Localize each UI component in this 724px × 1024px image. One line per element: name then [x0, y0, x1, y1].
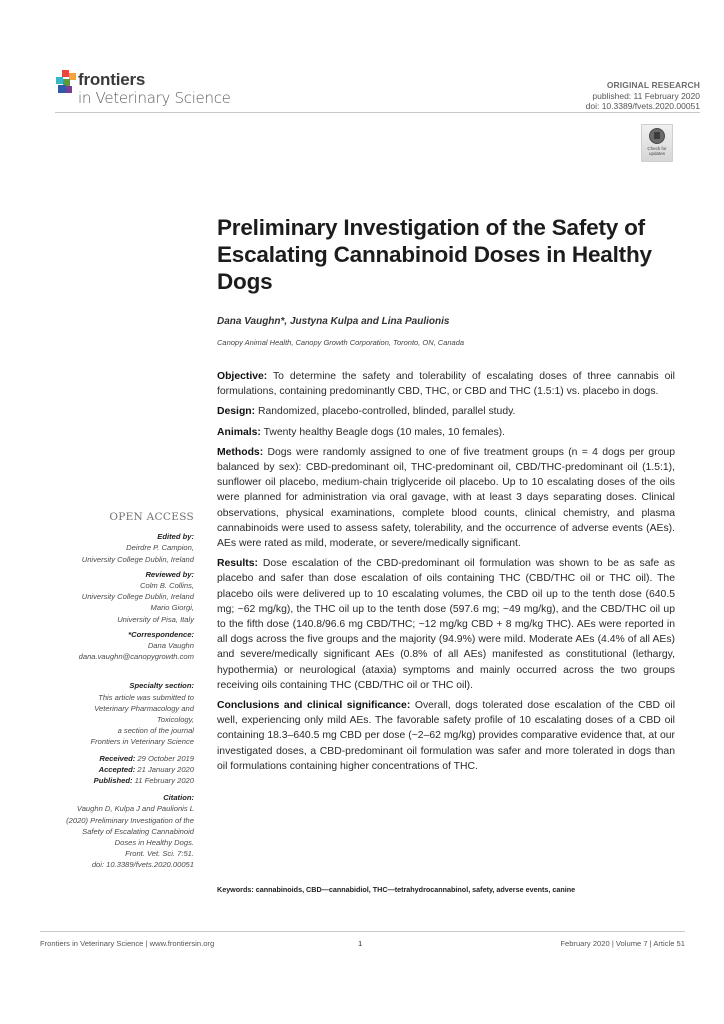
citation-line: Front. Vet. Sci. 7:51. [125, 849, 194, 859]
specialty-line: a section of the journal [117, 726, 194, 736]
keywords: Keywords: cannabinoids, CBD—cannabidiol, THC—tetrahydrocannabinol, safety, adverse events, canine [217, 885, 576, 894]
footer-journal-link[interactable]: Frontiers in Veterinary Science | www.frontiersin.org [40, 939, 215, 948]
published-value: 11 February 2020 [132, 776, 194, 786]
accepted-value: 21 January 2020 [135, 764, 194, 774]
check-for-updates-icon [649, 128, 665, 144]
abstract-text: Randomized, placebo-controlled, blinded, parallel study. [255, 406, 516, 418]
citation-line: Doses in Healthy Dogs. [114, 838, 194, 848]
abstract-heading: Methods: [217, 446, 264, 458]
specialty-line: Toxicology, [156, 715, 194, 725]
editor-affiliation: University College Dublin, Ireland [81, 554, 194, 564]
article-type: ORIGINAL RESEARCH [606, 80, 700, 90]
published-date-sidebar [40, 775, 194, 786]
abstract-design [217, 404, 675, 419]
received-label: Received: [99, 753, 136, 763]
abstract-heading: Design: [217, 406, 256, 418]
abstract-objective [217, 369, 675, 399]
author-affiliation: Canopy Animal Health, Canopy Growth Corporation, Toronto, ON, Canada [217, 338, 465, 347]
article-meta [586, 80, 700, 112]
citation-line: Vaughn D, Kulpa J and Paulionis L [76, 804, 194, 814]
header-divider [55, 112, 700, 113]
citation-doi[interactable]: doi: 10.3389/fvets.2020.00051 [91, 860, 194, 870]
specialty-heading: Specialty section: [129, 681, 194, 691]
abstract-methods [217, 445, 675, 551]
specialty-line: This article was submitted to [98, 692, 194, 702]
journal-name: in Veterinary Science [78, 89, 231, 107]
abstract-text: Twenty healthy Beagle dogs (10 males, 10 females). [260, 426, 506, 438]
abstract-results [217, 556, 675, 693]
journal-header [55, 68, 700, 111]
published-label: Published: [93, 776, 133, 786]
abstract-text: To determine the safety and tolerability of escalating doses of three cannabis oil formulations, containing predominantly CBD, THC, or CBD and THC (1.5:1) vs. placebo in dogs. [217, 371, 675, 398]
abstract-heading: Objective: [217, 371, 268, 382]
correspondence-heading: *Correspondence: [128, 629, 194, 639]
check-for-updates-button[interactable] [641, 124, 673, 162]
footer-issue-info: February 2020 | Volume 7 | Article 51 [560, 939, 685, 948]
article-sidebar [40, 512, 194, 871]
published-date: published: 11 February 2020 [592, 90, 700, 101]
abstract-heading: Conclusions and clinical significance: [217, 700, 411, 712]
correspondence-email[interactable]: dana.vaughn@canopygrowth.com [78, 652, 194, 662]
citation-line: Safety of Escalating Cannabinoid [82, 826, 194, 836]
abstract-conclusions [217, 698, 675, 774]
edited-by-heading: Edited by: [157, 532, 194, 542]
citation-heading: Citation: [163, 793, 194, 803]
specialty-line: Frontiers in Veterinary Science [90, 737, 194, 747]
abstract [217, 369, 675, 779]
received-value: 29 October 2019 [135, 753, 194, 763]
specialty-line: Veterinary Pharmacology and [94, 703, 194, 713]
frontiers-logo-icon [55, 70, 77, 96]
citation-line: (2020) Preliminary Investigation of the [66, 815, 194, 825]
abstract-text: Dose escalation of the CBD-predominant oil formulation was shown to be as safe as placebo and safer than dose escalation of oils containing THC (CBD/THC oil or THC oil). The placebo oils were delivered up to 10 escalating volumes, the CBD oil up to the tenth dose (640.5 mg; ~62 mg/kg), the THC oil up to the tenth dose (597.6 mg; ~49 mg/kg), and the CBD/THC oil up to the fifth dose (140.8/96.6 mg CBD/THC; ~12 mg/kg CBD + 8 mg/kg THC). AEs were reported in all dogs across the five groups and the majority (94.9%) were mild. Moderate AEs (4.4% of all AEs) and severe/medically significant AEs (0.8% of all AEs) manifested as constitutional (lethargy, hypothermia) or neurological (ataxia) symptoms and mainly occurred across the two groups receiving oils containing THC (CBD/THC oil or THC oil). [217, 558, 675, 691]
editor-name: Deirdre P. Campion, [126, 543, 194, 553]
reviewer-name: Colm B. Collins, [139, 581, 194, 591]
correspondence-name: Dana Vaughn [147, 641, 194, 651]
article-title: Preliminary Investigation of the Safety of Escalating Cannabinoid Doses in Healthy Dogs [217, 215, 652, 294]
check-for-updates-label: Check for updates [647, 146, 667, 156]
article-authors: Dana Vaughn*, Justyna Kulpa and Lina Paulionis [217, 316, 450, 327]
received-date [40, 753, 194, 764]
reviewer-affiliation: University College Dublin, Ireland [81, 592, 194, 602]
abstract-text: Overall, dogs tolerated dose escalation of the CBD oil well, experiencing only mild AEs. The favorable safety profile of 10 escalating doses of a CBD oil containing 18.3–640.5 mg CBD per dose (~2–62 mg/kg) provides comparative evidence that, at our investigated doses, a CBD-predominant oil formulation was safer and more tolerated in dogs than oil formulations containing higher concentrations of THC. [217, 700, 675, 772]
reviewer-affiliation: University of Pisa, Italy [117, 614, 194, 624]
open-access-label: OPEN ACCESS [109, 511, 194, 523]
accepted-date [40, 764, 194, 775]
accepted-label: Accepted: [98, 764, 136, 774]
journal-brand: frontiers [78, 70, 146, 89]
reviewed-by-heading: Reviewed by: [145, 569, 194, 579]
footer-divider [40, 931, 685, 932]
abstract-text: Dogs were randomly assigned to one of five treatment groups (n = 4 dogs per group balanced by sex): CBD-predominant oil, THC-predominant oil, CBD/THC-predominant oil (1.5:1), sunflower oil placebo, medium-chain triglyceride oil placebo. Up to 10 escalating doses of the oils were planned for administration via oral gavage, with at least 3 days separating doses. Clinical observations, physical examinations, complete blood counts, clinical chemistry, and plasma cannabinoids were used to assess safety, tolerability, and the occurrence of adverse events (AEs). AEs were rated as mild, moderate, or severe/medically significant. [217, 446, 675, 550]
article-doi[interactable]: doi: 10.3389/fvets.2020.00051 [585, 101, 700, 111]
abstract-heading: Animals: [217, 426, 261, 438]
abstract-heading: Results: [217, 558, 258, 570]
journal-logo[interactable] [55, 68, 255, 108]
page-number: 1 [358, 939, 363, 948]
abstract-animals [217, 425, 675, 440]
reviewer-name: Mario Giorgi, [150, 603, 194, 613]
